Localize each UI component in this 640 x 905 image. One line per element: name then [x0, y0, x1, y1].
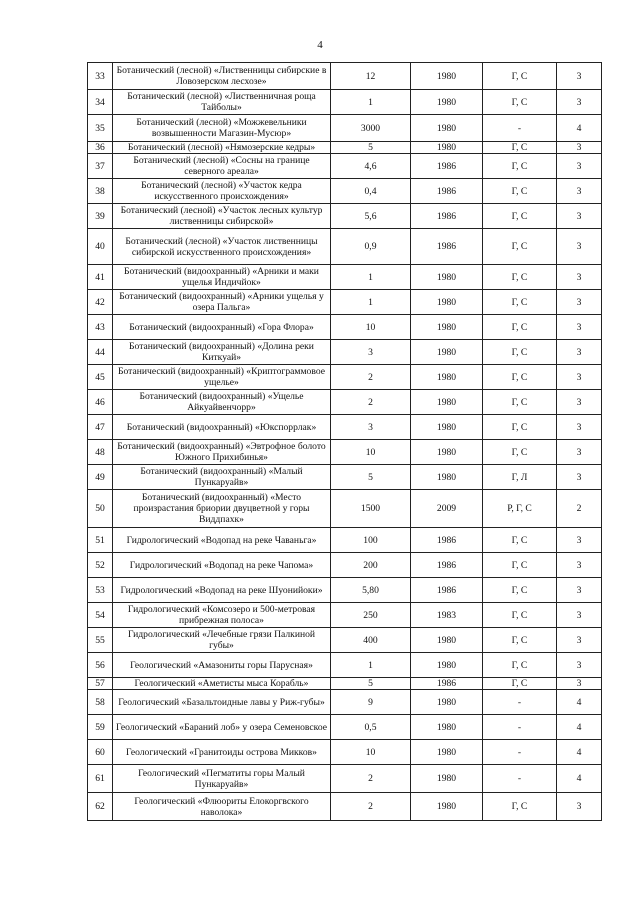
year-value: 1980 [411, 765, 483, 793]
reserve-name: Ботанический (видоохранный) «Гора Флора» [113, 315, 331, 340]
area-value: 5,80 [331, 578, 411, 603]
status-code: Г, С [483, 265, 557, 290]
row-number: 62 [88, 793, 113, 821]
table-body [88, 63, 602, 821]
status-code: Г, С [483, 415, 557, 440]
reserve-name: Ботанический (лесной) «Участок кедра искусственного происхождения» [113, 179, 331, 204]
reserve-name: Гидрологический «Комсозеро и 500-метровая прибрежная полоса» [113, 603, 331, 628]
table-row [88, 465, 602, 490]
category-value: 2 [557, 490, 602, 528]
table-row [88, 415, 602, 440]
year-value: 1980 [411, 90, 483, 115]
year-value: 1980 [411, 315, 483, 340]
row-number: 34 [88, 90, 113, 115]
table-row [88, 142, 602, 154]
reserve-name: Геологический «Бараний лоб» у озера Семеновское [113, 715, 331, 740]
table-row [88, 553, 602, 578]
row-number: 49 [88, 465, 113, 490]
category-value: 3 [557, 290, 602, 315]
year-value: 1980 [411, 415, 483, 440]
category-value: 3 [557, 793, 602, 821]
reserve-name: Геологический «Базальтоидные лавы у Риж-губы» [113, 690, 331, 715]
row-number: 59 [88, 715, 113, 740]
status-code: Г, С [483, 678, 557, 690]
row-number: 39 [88, 204, 113, 229]
reserve-name: Геологический «Амазониты горы Парусная» [113, 653, 331, 678]
category-value: 3 [557, 90, 602, 115]
row-number: 33 [88, 63, 113, 90]
year-value: 1986 [411, 528, 483, 553]
row-number: 50 [88, 490, 113, 528]
year-value: 1980 [411, 340, 483, 365]
row-number: 40 [88, 229, 113, 265]
category-value: 3 [557, 440, 602, 465]
reserve-name: Ботанический (видоохранный) «Эвтрофное болото Южного Прихибинья» [113, 440, 331, 465]
category-value: 3 [557, 415, 602, 440]
status-code: Г, С [483, 578, 557, 603]
reserve-name: Геологический «Аметисты мыса Корабль» [113, 678, 331, 690]
year-value: 1980 [411, 390, 483, 415]
area-value: 400 [331, 628, 411, 653]
status-code: Г, С [483, 90, 557, 115]
year-value: 1980 [411, 440, 483, 465]
category-value: 3 [557, 315, 602, 340]
status-code: Г, С [483, 315, 557, 340]
row-number: 55 [88, 628, 113, 653]
table-row [88, 154, 602, 179]
table-row [88, 204, 602, 229]
year-value: 1980 [411, 690, 483, 715]
status-code: Г, С [483, 340, 557, 365]
row-number: 52 [88, 553, 113, 578]
status-code: - [483, 690, 557, 715]
category-value: 3 [557, 229, 602, 265]
row-number: 46 [88, 390, 113, 415]
reserve-name: Геологический «Гранитоиды острова Микков» [113, 740, 331, 765]
row-number: 35 [88, 115, 113, 142]
row-number: 48 [88, 440, 113, 465]
table-row [88, 63, 602, 90]
category-value: 3 [557, 179, 602, 204]
row-number: 47 [88, 415, 113, 440]
year-value: 1980 [411, 63, 483, 90]
category-value: 3 [557, 553, 602, 578]
table-row [88, 653, 602, 678]
table-row [88, 528, 602, 553]
table-row [88, 90, 602, 115]
table-row [88, 678, 602, 690]
category-value: 3 [557, 154, 602, 179]
area-value: 1500 [331, 490, 411, 528]
category-value: 3 [557, 63, 602, 90]
category-value: 4 [557, 740, 602, 765]
category-value: 4 [557, 690, 602, 715]
reserve-name: Ботанический (видоохранный) «Юкспоррлак» [113, 415, 331, 440]
reserve-name: Гидрологический «Водопад на реке Чаваньга» [113, 528, 331, 553]
status-code: Г, С [483, 290, 557, 315]
year-value: 1986 [411, 678, 483, 690]
area-value: 2 [331, 793, 411, 821]
category-value: 3 [557, 390, 602, 415]
category-value: 3 [557, 142, 602, 154]
area-value: 3 [331, 340, 411, 365]
row-number: 60 [88, 740, 113, 765]
table-row [88, 340, 602, 365]
area-value: 1 [331, 90, 411, 115]
row-number: 44 [88, 340, 113, 365]
status-code: Г, Л [483, 465, 557, 490]
year-value: 1980 [411, 740, 483, 765]
year-value: 1986 [411, 578, 483, 603]
status-code: Г, С [483, 154, 557, 179]
area-value: 5 [331, 142, 411, 154]
area-value: 100 [331, 528, 411, 553]
area-value: 1 [331, 265, 411, 290]
reserve-name: Ботанический (лесной) «Лиственничная роща Тайболы» [113, 90, 331, 115]
category-value: 3 [557, 678, 602, 690]
year-value: 1980 [411, 265, 483, 290]
row-number: 36 [88, 142, 113, 154]
reserve-name: Ботанический (видоохранный) «Криптограммовое ущелье» [113, 365, 331, 390]
year-value: 1980 [411, 628, 483, 653]
table-row [88, 603, 602, 628]
row-number: 56 [88, 653, 113, 678]
reserve-name: Гидрологический «Водопад на реке Чапома» [113, 553, 331, 578]
status-code: Г, С [483, 204, 557, 229]
table-row [88, 690, 602, 715]
table-row [88, 315, 602, 340]
table-row [88, 229, 602, 265]
status-code: Г, С [483, 390, 557, 415]
status-code: Г, С [483, 179, 557, 204]
category-value: 3 [557, 528, 602, 553]
area-value: 3 [331, 415, 411, 440]
status-code: - [483, 740, 557, 765]
area-value: 0,9 [331, 229, 411, 265]
area-value: 9 [331, 690, 411, 715]
reserve-name: Гидрологический «Лечебные грязи Палкиной губы» [113, 628, 331, 653]
area-value: 3000 [331, 115, 411, 142]
row-number: 37 [88, 154, 113, 179]
year-value: 1986 [411, 229, 483, 265]
year-value: 1986 [411, 179, 483, 204]
row-number: 43 [88, 315, 113, 340]
area-value: 2 [331, 365, 411, 390]
reserve-name: Ботанический (видоохранный) «Ущелье Айкуайвенчорр» [113, 390, 331, 415]
reserve-name: Ботанический (видоохранный) «Арники ущелья у озера Пальга» [113, 290, 331, 315]
table-row [88, 740, 602, 765]
area-value: 4,6 [331, 154, 411, 179]
reserve-name: Геологический «Флюориты Елокоргвского наволока» [113, 793, 331, 821]
category-value: 3 [557, 340, 602, 365]
year-value: 1986 [411, 204, 483, 229]
row-number: 61 [88, 765, 113, 793]
reserve-name: Ботанический (лесной) «Сосны на границе северного ареала» [113, 154, 331, 179]
area-value: 1 [331, 290, 411, 315]
area-value: 0,5 [331, 715, 411, 740]
row-number: 42 [88, 290, 113, 315]
year-value: 1986 [411, 553, 483, 578]
table-row [88, 715, 602, 740]
reserve-name: Ботанический (лесной) «Можжевельники возвышенности Магазин-Мусюр» [113, 115, 331, 142]
area-value: 2 [331, 390, 411, 415]
category-value: 3 [557, 603, 602, 628]
reserve-name: Ботанический (лесной) «Лиственницы сибирские в Ловозерском лесхозе» [113, 63, 331, 90]
row-number: 41 [88, 265, 113, 290]
area-value: 10 [331, 440, 411, 465]
table-row [88, 365, 602, 390]
status-code: Г, С [483, 653, 557, 678]
row-number: 53 [88, 578, 113, 603]
reserve-name: Ботанический (видоохранный) «Место произрастания бриории двуцветной у горы Виддпахк» [113, 490, 331, 528]
area-value: 5,6 [331, 204, 411, 229]
year-value: 1980 [411, 290, 483, 315]
table-row [88, 765, 602, 793]
table-row [88, 265, 602, 290]
category-value: 4 [557, 765, 602, 793]
status-code: Р, Г, С [483, 490, 557, 528]
table-row [88, 390, 602, 415]
year-value: 2009 [411, 490, 483, 528]
table-row [88, 179, 602, 204]
year-value: 1980 [411, 142, 483, 154]
table-row [88, 793, 602, 821]
table-row [88, 628, 602, 653]
status-code: Г, С [483, 553, 557, 578]
row-number: 54 [88, 603, 113, 628]
reserve-name: Ботанический (видоохранный) «Арники и маки ущелья Индичйок» [113, 265, 331, 290]
row-number: 58 [88, 690, 113, 715]
area-value: 1 [331, 653, 411, 678]
reserve-name: Ботанический (видоохранный) «Малый Пункаруайв» [113, 465, 331, 490]
status-code: Г, С [483, 528, 557, 553]
year-value: 1986 [411, 154, 483, 179]
table-row [88, 490, 602, 528]
status-code: - [483, 115, 557, 142]
category-value: 3 [557, 204, 602, 229]
table-row [88, 578, 602, 603]
row-number: 38 [88, 179, 113, 204]
year-value: 1980 [411, 115, 483, 142]
category-value: 3 [557, 578, 602, 603]
status-code: Г, С [483, 628, 557, 653]
reserve-name: Ботанический (лесной) «Нямозерские кедры» [113, 142, 331, 154]
category-value: 3 [557, 365, 602, 390]
area-value: 250 [331, 603, 411, 628]
status-code: Г, С [483, 365, 557, 390]
status-code: - [483, 715, 557, 740]
area-value: 0,4 [331, 179, 411, 204]
reserve-name: Ботанический (лесной) «Участок лесных культур лиственницы сибирской» [113, 204, 331, 229]
year-value: 1980 [411, 715, 483, 740]
status-code: - [483, 765, 557, 793]
area-value: 12 [331, 63, 411, 90]
status-code: Г, С [483, 603, 557, 628]
category-value: 3 [557, 628, 602, 653]
category-value: 4 [557, 715, 602, 740]
status-code: Г, С [483, 142, 557, 154]
status-code: Г, С [483, 793, 557, 821]
row-number: 45 [88, 365, 113, 390]
category-value: 3 [557, 653, 602, 678]
category-value: 3 [557, 265, 602, 290]
table-row [88, 290, 602, 315]
category-value: 4 [557, 115, 602, 142]
year-value: 1980 [411, 793, 483, 821]
reserve-name: Ботанический (видоохранный) «Долина реки Киткуай» [113, 340, 331, 365]
year-value: 1980 [411, 365, 483, 390]
year-value: 1980 [411, 465, 483, 490]
category-value: 3 [557, 465, 602, 490]
area-value: 10 [331, 315, 411, 340]
page-number: 4 [317, 39, 323, 51]
reserves-table [87, 62, 602, 821]
table-row [88, 440, 602, 465]
reserve-name: Геологический «Пегматиты горы Малый Пункаруайв» [113, 765, 331, 793]
reserve-name: Гидрологический «Водопад на реке Шуонийоки» [113, 578, 331, 603]
status-code: Г, С [483, 440, 557, 465]
table-row [88, 115, 602, 142]
status-code: Г, С [483, 229, 557, 265]
reserve-name: Ботанический (лесной) «Участок лиственницы сибирской искусственного происхождения» [113, 229, 331, 265]
year-value: 1983 [411, 603, 483, 628]
area-value: 5 [331, 465, 411, 490]
area-value: 5 [331, 678, 411, 690]
area-value: 10 [331, 740, 411, 765]
year-value: 1980 [411, 653, 483, 678]
area-value: 2 [331, 765, 411, 793]
status-code: Г, С [483, 63, 557, 90]
row-number: 51 [88, 528, 113, 553]
row-number: 57 [88, 678, 113, 690]
area-value: 200 [331, 553, 411, 578]
